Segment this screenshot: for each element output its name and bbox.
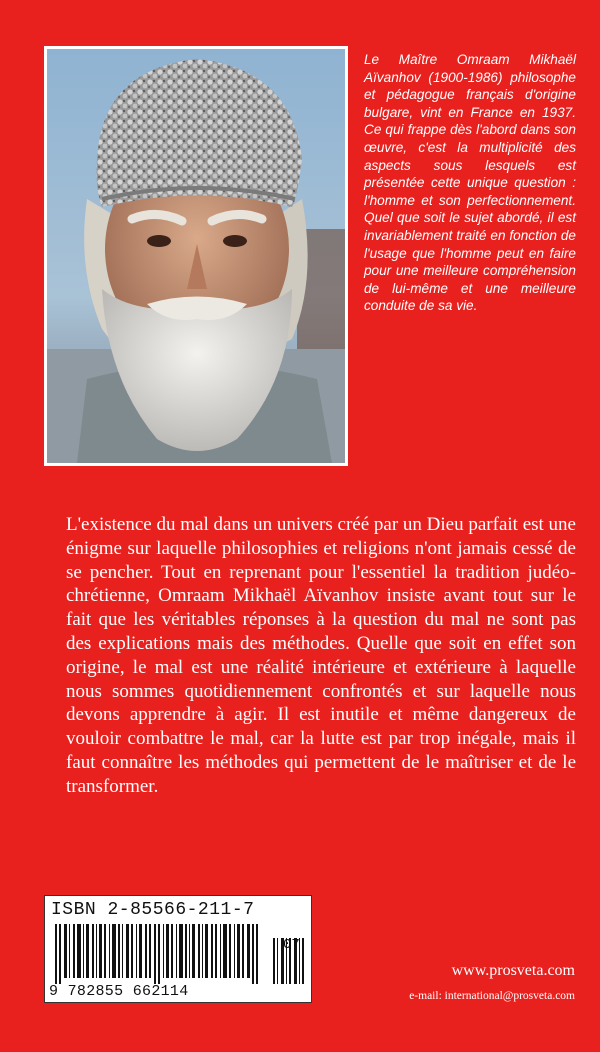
publisher-email[interactable]: e-mail: international@prosveta.com	[409, 990, 575, 1002]
barcode-addon-number: 07	[283, 937, 300, 953]
barcode-bars-icon	[51, 924, 307, 984]
publisher-website[interactable]: www.prosveta.com	[451, 962, 575, 979]
book-summary: L'existence du mal dans un univers créé par un Dieu parfait est une énigme sur laquelle philosophies et religions n'ont jamais cessé de se pencher. Tout en reprenant pour l'essentiel la tradition judéo-chrétienne, Omraam Mikhaël Aïvanhov insiste avant tout sur le fait que les véritables réponses à la question du mal ne sont pas des explications mais des méthodes. Quelle que soit en effet son origine, le mal est une réalité intérieure et extérieure à laquelle nous sommes quotidiennement confrontés et sur laquelle nous devons apprendre à agir. Il est inutile et même dangereux de vouloir combattre le mal, car la lutte est par trop inégale, mais il faut connaître les méthodes qui permettent de le maîtriser et de le transformer.	[66, 514, 576, 797]
isbn-barcode	[44, 895, 312, 1003]
author-portrait-image	[47, 49, 345, 463]
ean-number: 9 782855 662114	[49, 983, 189, 1000]
isbn-number: ISBN 2-85566-211-7	[51, 900, 255, 920]
author-biography: Le Maître Omraam Mikhaël Aïvanhov (1900-1986) philosophe et pédagogue français d'origine bulgare, vint en France en 1937. Ce qui frappe dès l'abord dans son œuvre, c'est la multiplicité des aspects sous lesquels est présentée cette unique question : l'homme et son perfectionnement. Quel que soit le sujet abordé, il est invariablement traité en fonction de l'usage que l'homme peut en faire pour une meilleure compréhension de lui-même et une meilleure conduite de sa vie.	[364, 52, 576, 314]
author-photo	[44, 46, 348, 466]
